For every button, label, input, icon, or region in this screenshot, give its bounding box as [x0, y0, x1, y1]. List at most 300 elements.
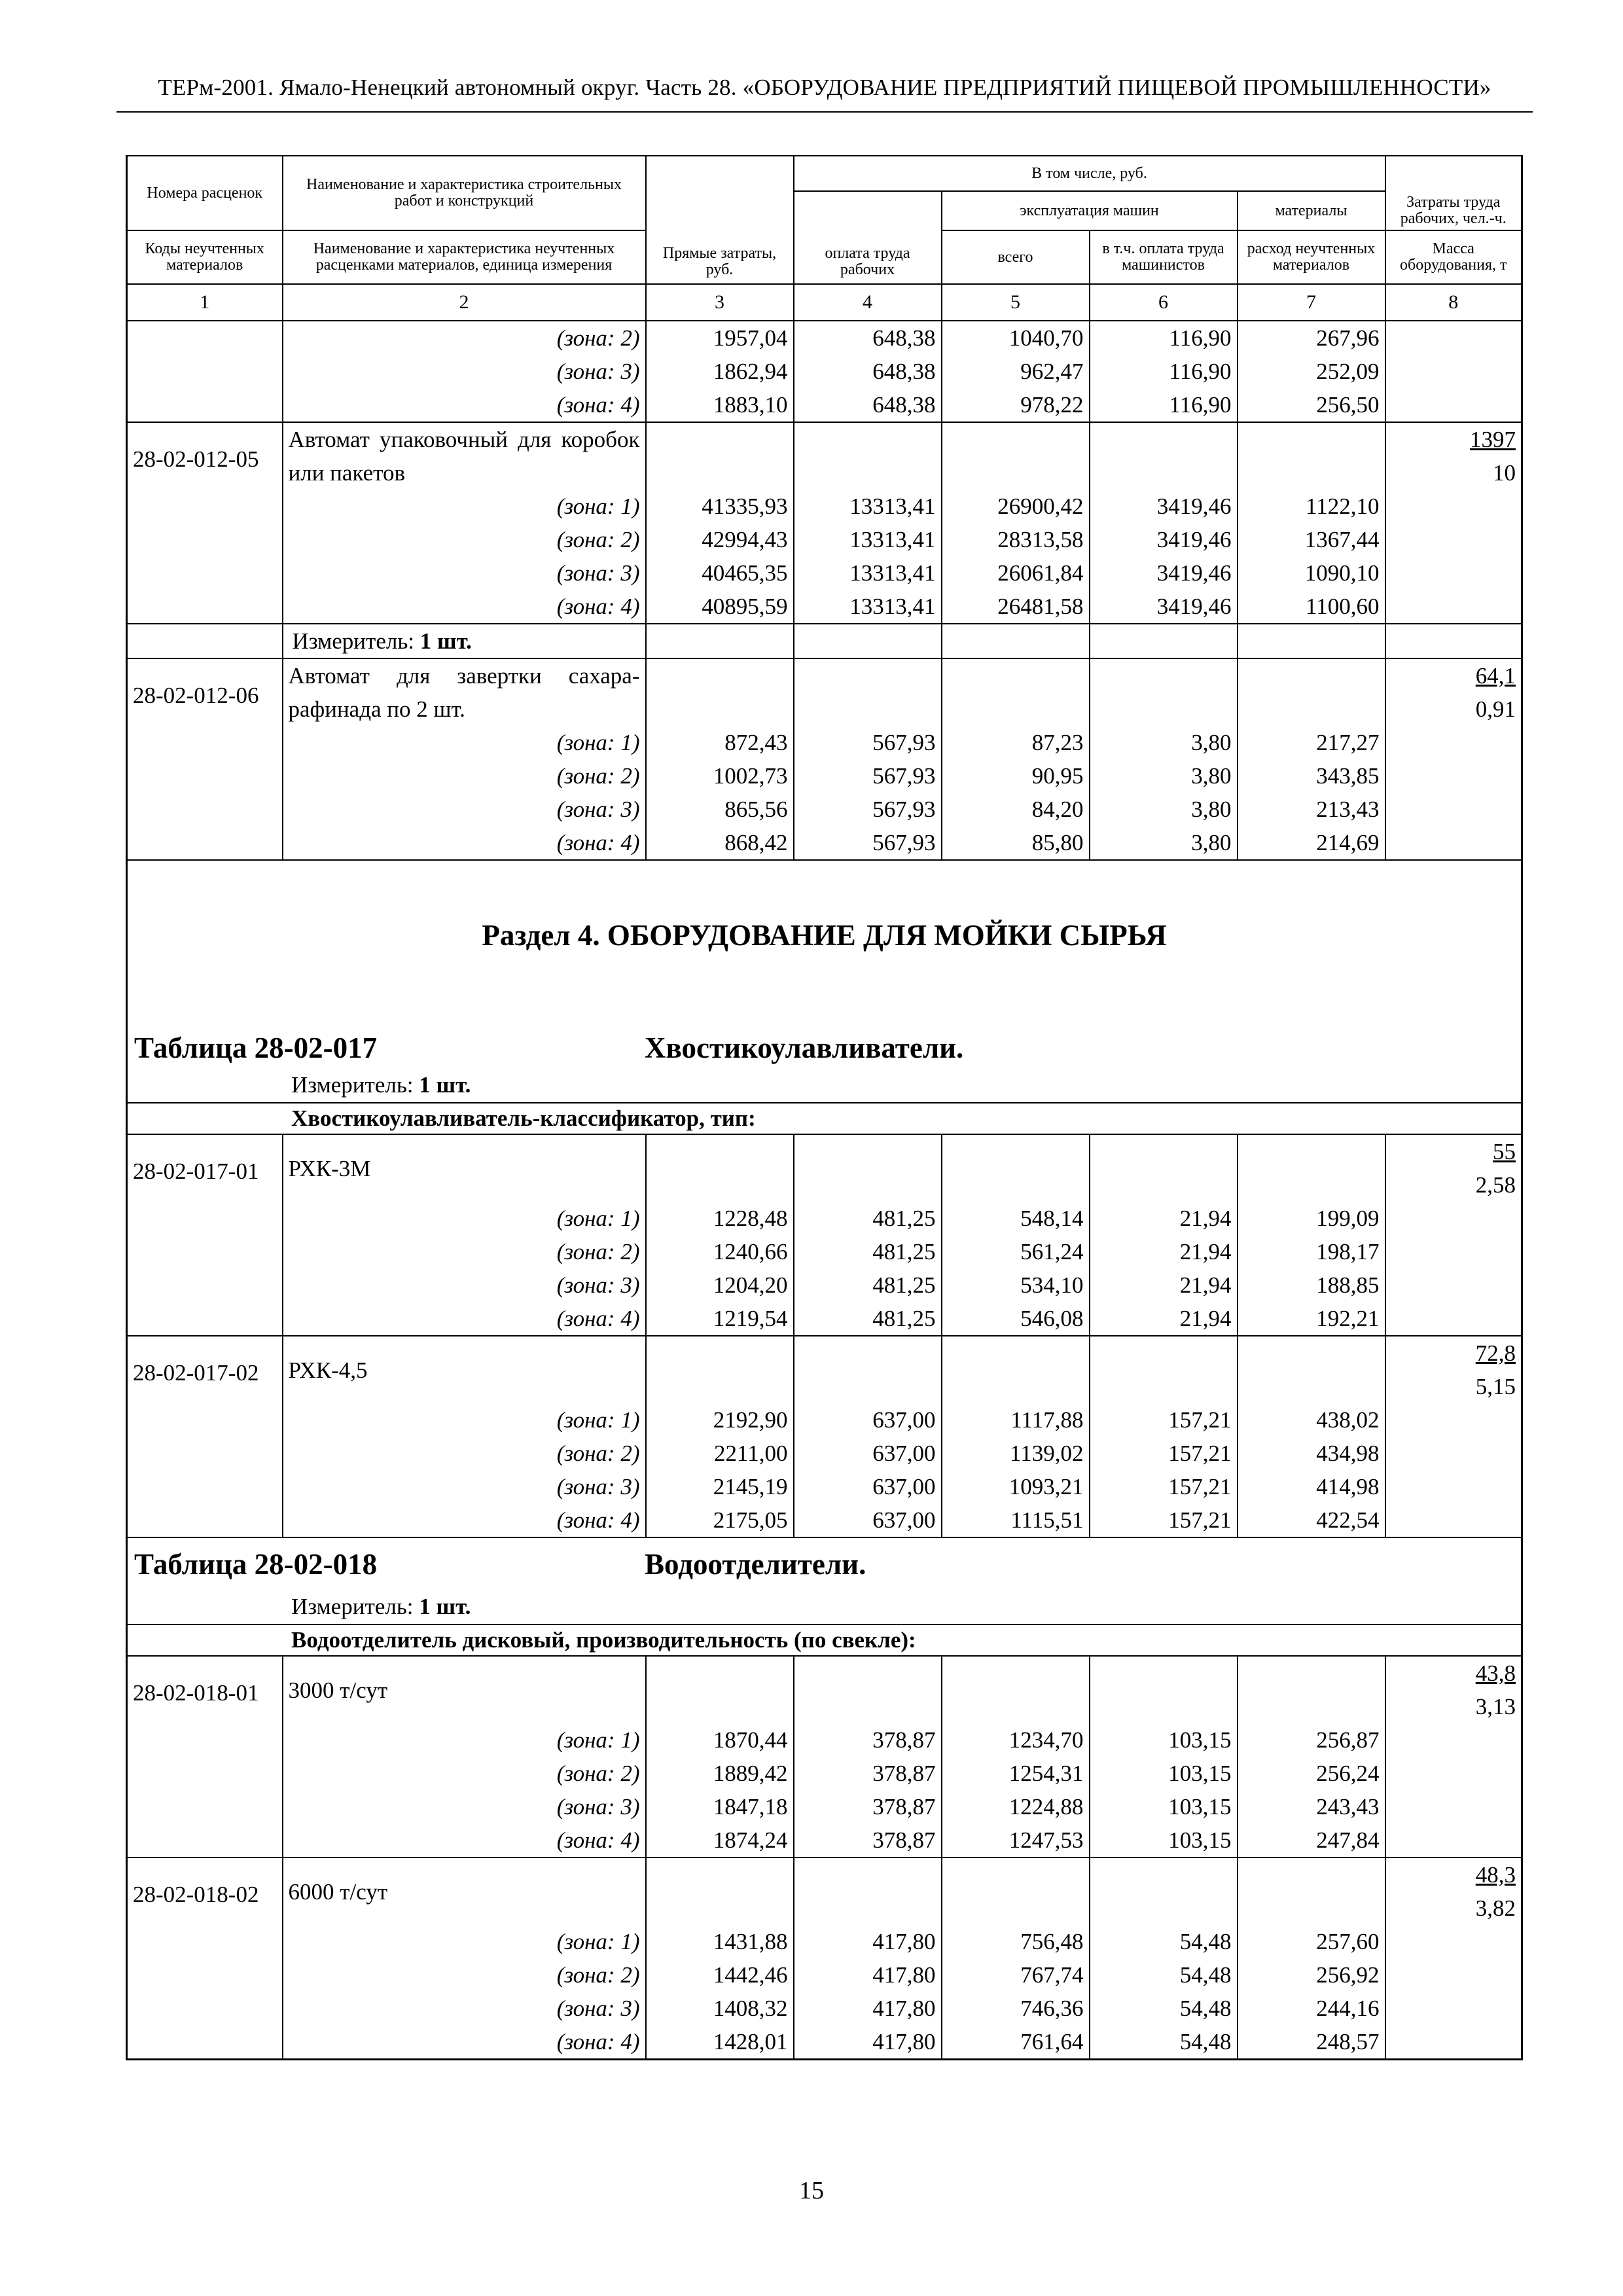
- measure-value: 1 шт.: [419, 1072, 471, 1098]
- direct-cost: 1204,20: [646, 1268, 794, 1302]
- labor-hours: 48,3: [1475, 1862, 1516, 1888]
- labor-cell: [1385, 1958, 1522, 1992]
- labor-cell: [1385, 1202, 1522, 1235]
- measure-value: 1 шт.: [419, 1594, 471, 1619]
- col-number: 3: [646, 284, 794, 321]
- zone-label: (зона: 3): [283, 793, 646, 826]
- machinist-wages: 3419,46: [1090, 523, 1238, 556]
- labor-cell: [1385, 1268, 1522, 1302]
- zone-row: [127, 1470, 1522, 1503]
- machinist-wages: 54,48: [1090, 1925, 1238, 1958]
- zone-row: [127, 1302, 1522, 1336]
- direct-cost: 40465,35: [646, 556, 794, 590]
- code-cell: [127, 726, 283, 759]
- header-col8-top: Затраты труда рабочих, чел.-ч.: [1385, 191, 1522, 230]
- zone-label: (зона: 3): [283, 1992, 646, 2025]
- zone-row: [127, 590, 1522, 624]
- machinist-wages: 157,21: [1090, 1403, 1238, 1437]
- zone-row: [127, 490, 1522, 523]
- machines-total: 548,14: [942, 1202, 1090, 1235]
- direct-cost: 2145,19: [646, 1470, 794, 1503]
- header-col3: Прямые затраты, руб.: [646, 156, 794, 284]
- materials-cost: 414,98: [1238, 1470, 1385, 1503]
- empty-cell: [794, 1134, 942, 1202]
- table-name: Водоотделители.: [645, 1548, 866, 1581]
- direct-cost: 1240,66: [646, 1235, 794, 1268]
- measure-value: 1 шт.: [419, 628, 472, 654]
- zone-label: (зона: 2): [283, 759, 646, 793]
- labor-hours: 1397: [1470, 427, 1516, 452]
- zone-row: [127, 1790, 1522, 1823]
- machines-total: 1224,88: [942, 1790, 1090, 1823]
- code-cell: [127, 2025, 283, 2060]
- materials-cost: 343,85: [1238, 759, 1385, 793]
- labor-wages: 481,25: [794, 1268, 942, 1302]
- zone-label: (зона: 2): [283, 321, 646, 355]
- section-title: Раздел 4. ОБОРУДОВАНИЕ ДЛЯ МОЙКИ СЫРЬЯ: [482, 919, 1167, 952]
- machinist-wages: 3419,46: [1090, 490, 1238, 523]
- materials-cost: 188,85: [1238, 1268, 1385, 1302]
- zone-row: [127, 1958, 1522, 1992]
- labor-cell: [1385, 321, 1522, 355]
- empty-cell: [1090, 658, 1238, 726]
- labor-wages: 637,00: [794, 1470, 942, 1503]
- code-cell: [127, 793, 283, 826]
- zone-label: (зона: 1): [283, 490, 646, 523]
- zone-row: [127, 1925, 1522, 1958]
- code-cell: [127, 1268, 283, 1302]
- equipment-mass: 3,82: [1475, 1895, 1516, 1921]
- code-cell: [127, 1958, 283, 1992]
- machinist-wages: 116,90: [1090, 355, 1238, 388]
- direct-cost: 1442,46: [646, 1958, 794, 1992]
- labor-cell: [1385, 826, 1522, 860]
- item-code: 28-02-018-01: [127, 1656, 283, 1723]
- equipment-mass: 2,58: [1475, 1172, 1516, 1198]
- header-col1-bottom: Коды неучтенных материалов: [127, 230, 283, 284]
- labor-wages: 13313,41: [794, 556, 942, 590]
- zone-label: (зона: 2): [283, 1437, 646, 1470]
- materials-cost: 1100,60: [1238, 590, 1385, 624]
- labor-wages: 378,87: [794, 1790, 942, 1823]
- machines-total: 28313,58: [942, 523, 1090, 556]
- zone-row: [127, 556, 1522, 590]
- labor-cell: [1385, 1302, 1522, 1336]
- zone-label: (зона: 4): [283, 590, 646, 624]
- labor-cell: [1385, 2025, 1522, 2060]
- labor-cell: [1385, 1925, 1522, 1958]
- labor-mass: [1385, 658, 1522, 726]
- code-cell: [127, 490, 283, 523]
- header-incl: В том числе, руб.: [794, 156, 1385, 191]
- header-col4: оплата труда рабочих: [794, 191, 942, 284]
- zone-label: (зона: 4): [283, 388, 646, 422]
- labor-wages: 481,25: [794, 1302, 942, 1336]
- direct-cost: 2175,05: [646, 1503, 794, 1537]
- labor-cell: [1385, 1790, 1522, 1823]
- machines-total: 1115,51: [942, 1503, 1090, 1537]
- labor-wages: 637,00: [794, 1403, 942, 1437]
- header-machines: эксплуатация машин: [942, 191, 1238, 230]
- zone-row: [127, 1437, 1522, 1470]
- zone-row: [127, 759, 1522, 793]
- empty-cell: [942, 422, 1090, 490]
- code-cell: [127, 1202, 283, 1235]
- code-cell: [127, 523, 283, 556]
- labor-wages: 417,80: [794, 1958, 942, 1992]
- direct-cost: 1408,32: [646, 1992, 794, 2025]
- section-row: [127, 860, 1522, 1031]
- item-row: [127, 1656, 1522, 1723]
- materials-cost: 434,98: [1238, 1437, 1385, 1470]
- code-cell: [127, 1992, 283, 2025]
- code-cell: [127, 1723, 283, 1757]
- labor-wages: 378,87: [794, 1757, 942, 1790]
- machines-total: 962,47: [942, 355, 1090, 388]
- labor-mass: [1385, 1336, 1522, 1403]
- machines-total: 746,36: [942, 1992, 1090, 2025]
- labor-cell: [1385, 1470, 1522, 1503]
- code-cell: [127, 1235, 283, 1268]
- empty-cell: [1238, 422, 1385, 490]
- machines-total: 87,23: [942, 726, 1090, 759]
- labor-wages: 481,25: [794, 1235, 942, 1268]
- table-number: Таблица 28-02-017: [134, 1031, 378, 1064]
- materials-cost: 256,92: [1238, 1958, 1385, 1992]
- section: [127, 860, 1522, 1031]
- header-materials: материалы: [1238, 191, 1385, 230]
- machinist-wages: 3,80: [1090, 726, 1238, 759]
- machinist-wages: 103,15: [1090, 1723, 1238, 1757]
- table-heading: [127, 1031, 1522, 1103]
- machinist-wages: 21,94: [1090, 1235, 1238, 1268]
- empty-cell: [794, 658, 942, 726]
- materials-cost: 438,02: [1238, 1403, 1385, 1437]
- measure-label: Измеритель:: [292, 628, 415, 654]
- zone-label: (зона: 3): [283, 1470, 646, 1503]
- empty-cell: [1090, 1134, 1238, 1202]
- zone-label: (зона: 1): [283, 1723, 646, 1757]
- machines-total: 84,20: [942, 793, 1090, 826]
- labor-wages: 417,80: [794, 1925, 942, 1958]
- zone-row: [127, 1268, 1522, 1302]
- direct-cost: 1883,10: [646, 388, 794, 422]
- machines-total: 761,64: [942, 2025, 1090, 2060]
- machinist-wages: 21,94: [1090, 1202, 1238, 1235]
- machinist-wages: 3,80: [1090, 826, 1238, 860]
- labor-wages: 417,80: [794, 1992, 942, 2025]
- labor-cell: [1385, 388, 1522, 422]
- labor-wages: 13313,41: [794, 490, 942, 523]
- materials-cost: 247,84: [1238, 1823, 1385, 1857]
- empty-cell: [1238, 1656, 1385, 1723]
- table-heading-row: [127, 1537, 1522, 1624]
- group: [127, 1624, 1522, 1656]
- code-cell: [127, 355, 283, 388]
- zone-row: [127, 1403, 1522, 1437]
- code-cell: [127, 1302, 283, 1336]
- empty-cell: [1090, 422, 1238, 490]
- empty-cell: [794, 624, 942, 658]
- materials-cost: 1122,10: [1238, 490, 1385, 523]
- labor-wages: 567,93: [794, 793, 942, 826]
- materials-cost: 192,21: [1238, 1302, 1385, 1336]
- materials-cost: 244,16: [1238, 1992, 1385, 2025]
- col-number: 2: [283, 284, 646, 321]
- labor-wages: 481,25: [794, 1202, 942, 1235]
- code-cell: [127, 1470, 283, 1503]
- item-name: 6000 т/сут: [283, 1857, 646, 1925]
- zone-row: [127, 355, 1522, 388]
- labor-cell: [1385, 1823, 1522, 1857]
- zone-label: (зона: 4): [283, 2025, 646, 2060]
- header-col8-bottom: Масса оборудования, т: [1385, 230, 1522, 284]
- code-cell: [127, 826, 283, 860]
- materials-cost: 256,24: [1238, 1757, 1385, 1790]
- measure-label: Измеритель:: [291, 1594, 414, 1619]
- page-header: ТЕРм-2001. Ямало-Ненецкий автономный округ. Часть 28. «ОБОРУДОВАНИЕ ПРЕДПРИЯТИЙ ПИЩЕВОЙ ПРОМЫШЛЕННОСТИ»: [158, 75, 1491, 100]
- labor-wages: 13313,41: [794, 523, 942, 556]
- table-number: Таблица 28-02-018: [134, 1548, 378, 1581]
- machines-total: 1247,53: [942, 1823, 1090, 1857]
- zone-label: (зона: 4): [283, 1302, 646, 1336]
- empty-cell: [1090, 624, 1238, 658]
- machinist-wages: 3,80: [1090, 793, 1238, 826]
- machinist-wages: 103,15: [1090, 1790, 1238, 1823]
- table-name: Хвостикоулавливатели.: [645, 1031, 964, 1064]
- empty-cell: [646, 1134, 794, 1202]
- empty-cell: [942, 1134, 1090, 1202]
- zone-row: [127, 1823, 1522, 1857]
- zone-row: [127, 1202, 1522, 1235]
- item-row: [127, 1857, 1522, 1925]
- labor-mass: [1385, 1656, 1522, 1723]
- zone-row: [127, 1757, 1522, 1790]
- labor-cell: [1385, 1992, 1522, 2025]
- materials-cost: 213,43: [1238, 793, 1385, 826]
- machines-total: 1139,02: [942, 1437, 1090, 1470]
- labor-wages: 637,00: [794, 1503, 942, 1537]
- machinist-wages: 116,90: [1090, 321, 1238, 355]
- labor-cell: [1385, 726, 1522, 759]
- labor-mass: [1385, 1134, 1522, 1202]
- materials-cost: 256,87: [1238, 1723, 1385, 1757]
- item-name: РХК-3М: [283, 1134, 646, 1202]
- empty-cell: [1090, 1857, 1238, 1925]
- header-col5: всего: [942, 230, 1090, 284]
- header-col2-top: Наименование и характеристика строительных работ и конструкций: [283, 156, 646, 230]
- machinist-wages: 3419,46: [1090, 590, 1238, 624]
- zone-label: (зона: 2): [283, 1235, 646, 1268]
- empty-cell: [794, 422, 942, 490]
- zone-row: [127, 1992, 1522, 2025]
- col-number: 6: [1090, 284, 1238, 321]
- table-heading-row: [127, 1031, 1522, 1103]
- item-row: [127, 1134, 1522, 1202]
- machines-total: 756,48: [942, 1925, 1090, 1958]
- group-row: [127, 1103, 1522, 1134]
- direct-cost: 872,43: [646, 726, 794, 759]
- labor-cell: [1385, 1503, 1522, 1537]
- direct-cost: 865,56: [646, 793, 794, 826]
- labor-wages: 567,93: [794, 759, 942, 793]
- materials-cost: 214,69: [1238, 826, 1385, 860]
- empty-cell: [1238, 624, 1385, 658]
- code-cell: [127, 590, 283, 624]
- empty-cell: [942, 1656, 1090, 1723]
- zone-label: (зона: 1): [283, 1925, 646, 1958]
- machinist-wages: 157,21: [1090, 1470, 1238, 1503]
- zone-row: [127, 726, 1522, 759]
- materials-cost: 1090,10: [1238, 556, 1385, 590]
- zone-row: [127, 523, 1522, 556]
- machinist-wages: 54,48: [1090, 2025, 1238, 2060]
- col-number: 5: [942, 284, 1090, 321]
- labor-cell: [1385, 1403, 1522, 1437]
- item-code: 28-02-018-02: [127, 1857, 283, 1925]
- materials-cost: 248,57: [1238, 2025, 1385, 2060]
- machines-total: 1040,70: [942, 321, 1090, 355]
- header-col7: расход неучтенных материалов: [1238, 230, 1385, 284]
- code-cell: [127, 321, 283, 355]
- direct-cost: 1002,73: [646, 759, 794, 793]
- labor-wages: 648,38: [794, 355, 942, 388]
- zone-label: (зона: 2): [283, 1757, 646, 1790]
- direct-cost: 1957,04: [646, 321, 794, 355]
- empty-cell: [646, 658, 794, 726]
- group-row: [127, 1624, 1522, 1656]
- labor-cell: [1385, 590, 1522, 624]
- direct-cost: 1431,88: [646, 1925, 794, 1958]
- group: [127, 1103, 1522, 1134]
- equipment-mass: 3,13: [1475, 1694, 1516, 1719]
- item-code: 28-02-012-06: [127, 658, 283, 726]
- machines-total: 561,24: [942, 1235, 1090, 1268]
- col-number: 7: [1238, 284, 1385, 321]
- materials-cost: 1367,44: [1238, 523, 1385, 556]
- direct-cost: 868,42: [646, 826, 794, 860]
- equipment-mass: 0,91: [1475, 696, 1516, 722]
- materials-cost: 198,17: [1238, 1235, 1385, 1268]
- header-rule: [116, 111, 1533, 113]
- direct-cost: 42994,43: [646, 523, 794, 556]
- zone-label: (зона: 3): [283, 1790, 646, 1823]
- direct-cost: 1428,01: [646, 2025, 794, 2060]
- empty-cell: [794, 1656, 942, 1723]
- zone-label: (зона: 1): [283, 726, 646, 759]
- empty-cell: [646, 624, 794, 658]
- machinist-wages: 54,48: [1090, 1958, 1238, 1992]
- direct-cost: 1874,24: [646, 1823, 794, 1857]
- labor-hours: 55: [1493, 1139, 1516, 1164]
- machinist-wages: 54,48: [1090, 1992, 1238, 2025]
- measure: [128, 1070, 1521, 1100]
- machinist-wages: 103,15: [1090, 1823, 1238, 1857]
- machines-total: 26900,42: [942, 490, 1090, 523]
- machines-total: 90,95: [942, 759, 1090, 793]
- empty-cell: [942, 624, 1090, 658]
- direct-cost: 2211,00: [646, 1437, 794, 1470]
- direct-cost: 41335,93: [646, 490, 794, 523]
- measure-label: Измеритель:: [291, 1072, 414, 1098]
- machinist-wages: 21,94: [1090, 1268, 1238, 1302]
- labor-cell: [1385, 1757, 1522, 1790]
- materials-cost: 422,54: [1238, 1503, 1385, 1537]
- empty-cell: [646, 1336, 794, 1403]
- materials-cost: 267,96: [1238, 321, 1385, 355]
- empty-cell: [1238, 1336, 1385, 1403]
- zone-label: (зона: 2): [283, 1958, 646, 1992]
- item-name: Автомат упаковочный для коробок или пакетов: [283, 422, 646, 490]
- zone-label: (зона: 4): [283, 826, 646, 860]
- table-title: [128, 1547, 1521, 1592]
- zone-label: (зона: 2): [283, 523, 646, 556]
- machines-total: 1234,70: [942, 1723, 1090, 1757]
- table-title: [128, 1031, 1521, 1070]
- machinist-wages: 3,80: [1090, 759, 1238, 793]
- machinist-wages: 157,21: [1090, 1437, 1238, 1470]
- zone-row: [127, 321, 1522, 355]
- zone-row: [127, 2025, 1522, 2060]
- machines-total: 1254,31: [942, 1757, 1090, 1790]
- equipment-mass: 5,15: [1475, 1374, 1516, 1399]
- labor-wages: 567,93: [794, 726, 942, 759]
- labor-cell: [1385, 793, 1522, 826]
- zone-label: (зона: 1): [283, 1202, 646, 1235]
- materials-cost: 243,43: [1238, 1790, 1385, 1823]
- materials-cost: 217,27: [1238, 726, 1385, 759]
- zone-row: [127, 793, 1522, 826]
- empty-cell: [1238, 1134, 1385, 1202]
- code-cell: [127, 1823, 283, 1857]
- machines-total: 1117,88: [942, 1403, 1090, 1437]
- item-row: [127, 658, 1522, 726]
- labor-wages: 648,38: [794, 321, 942, 355]
- zone-label: (зона: 4): [283, 1823, 646, 1857]
- item-name: 3000 т/сут: [283, 1656, 646, 1723]
- materials-cost: 252,09: [1238, 355, 1385, 388]
- zone-label: (зона: 3): [283, 556, 646, 590]
- empty-cell: [1238, 658, 1385, 726]
- labor-mass: [1385, 422, 1522, 490]
- machines-total: 26061,84: [942, 556, 1090, 590]
- direct-cost: 1862,94: [646, 355, 794, 388]
- labor-wages: 648,38: [794, 388, 942, 422]
- empty-cell: [646, 1857, 794, 1925]
- item-row: [127, 422, 1522, 490]
- header-col1-top: Номера расценок: [127, 156, 283, 230]
- direct-cost: 1219,54: [646, 1302, 794, 1336]
- col-number: 8: [1385, 284, 1522, 321]
- code-cell: [127, 1503, 283, 1537]
- direct-cost: 40895,59: [646, 590, 794, 624]
- labor-mass: [1385, 1857, 1522, 1925]
- labor-cell: [1385, 1235, 1522, 1268]
- group-heading: Водоотделитель дисковый, производительность (по свекле):: [291, 1627, 916, 1653]
- measure-row: [127, 624, 1522, 658]
- code-cell: [127, 1437, 283, 1470]
- machines-total: 978,22: [942, 388, 1090, 422]
- equipment-mass: 10: [1493, 460, 1516, 486]
- code-cell: [127, 1790, 283, 1823]
- header-col6: в т.ч. оплата труда машинистов: [1090, 230, 1238, 284]
- materials-cost: 199,09: [1238, 1202, 1385, 1235]
- labor-hours: 64,1: [1475, 663, 1516, 689]
- header-blank: [1385, 156, 1522, 191]
- code-cell: [127, 1403, 283, 1437]
- empty-cell: [646, 422, 794, 490]
- item-row: [127, 1336, 1522, 1403]
